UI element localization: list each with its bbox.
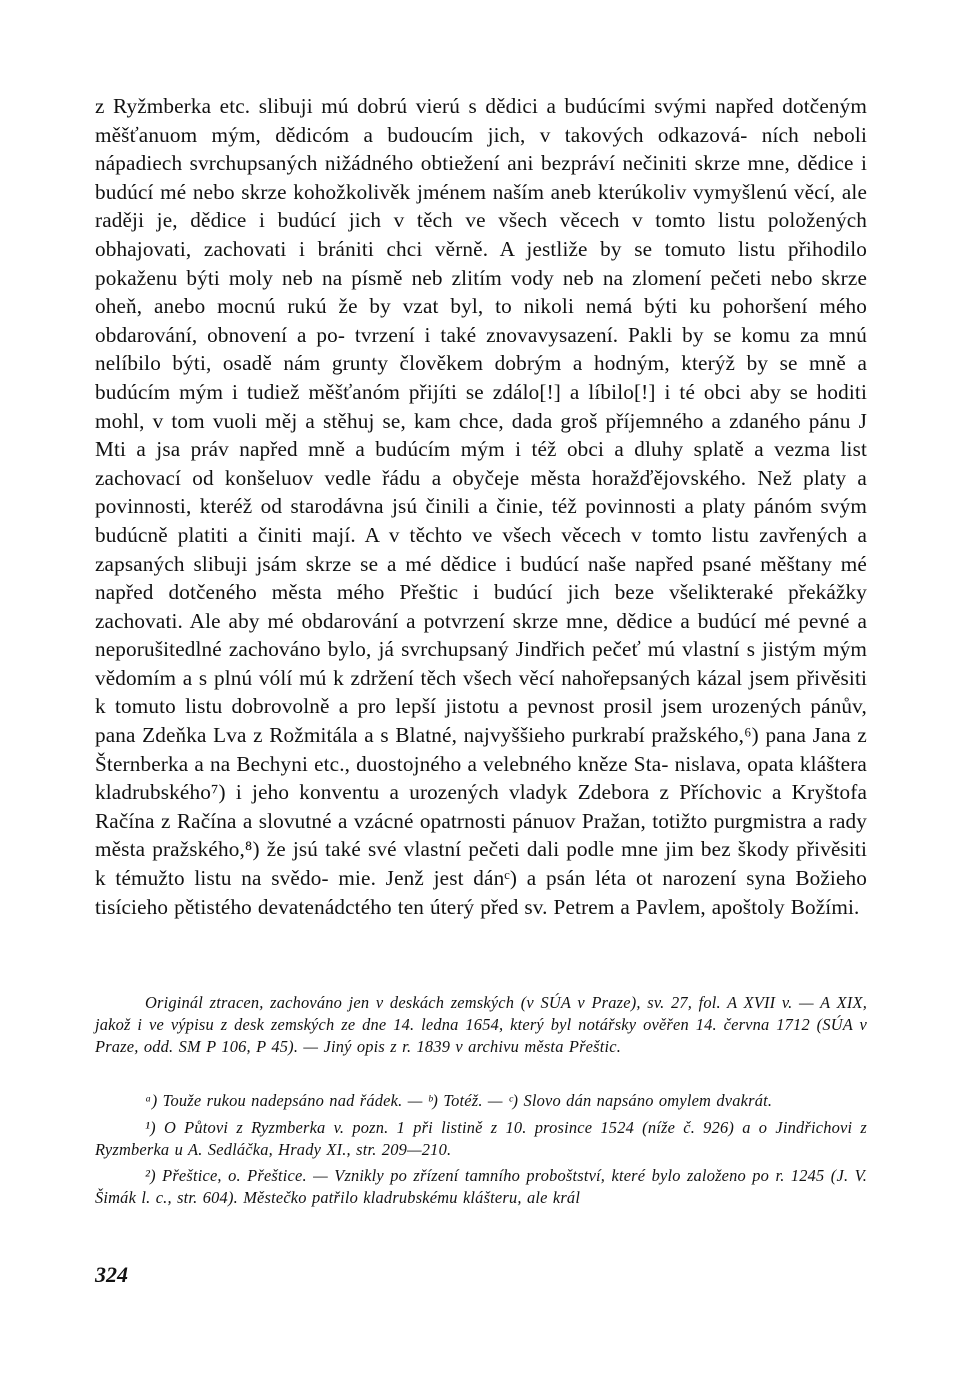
page-number: 324 [95,1262,128,1287]
charter-line: z Ryžmberka etc. slibuji mú dobrú vierú s dědici a budúcími svými napřed [95,94,774,118]
charter-line: Zdebora z Příchovic a Kryštofa Račína z Račína a slovutné a vzácné opatrnosti [95,780,868,833]
charter-paragraph [95,92,867,921]
footnote-2: ²) Přeštice, o. Přeštice. — Vznikly po zřízení tamního proboštství, které bylo založeno po r. 1245 (J. V. Šimák l. c., str. 604). Městečko patřilo kladrubskému klášteru, ale král [95,1166,867,1208]
charter-line: pánuov Pražan, totižto purgmistra a rady města pražského,⁸) že jsú také své [95,808,867,862]
charter-line: napřed psané měštany mé napřed dotčeného města mého Přeštic i budúcí jich [95,551,867,605]
charter-line: a jsa práv napřed mně a budúcím mým i též obci a dluhy splatě a vezma list [136,437,868,462]
charter-line: kterúkoliv vymyšlenú věcí, ale raději je, dědice i budúcí jich v těch ve všech [95,179,867,233]
charter-line: A jestliže by se tomuto listu přihodilo pokaženu býti moly neb na písmě neb [95,236,868,290]
charter-line: pánóm svým budúcně platiti a činiti mají. A v těchto ve všech věcech v tomto [95,494,867,547]
charter-line: vuoli měj a stěhuj se, kam chce, dada groš příjemného a zdaného pánu J Mti [95,408,867,462]
charter-line: nám grunty člověkem dobrým a hodným, kterýž by se mně a budúcím mým [95,351,867,404]
footnotes [95,1090,867,1209]
charter-text [95,92,867,921]
charter-line: svrchupsaný Jindřich pečeť mú vlastní s jistým mým vědomím a s plnú vólí [95,637,868,690]
charter-line: ních neboli nápadiech svrchupsaných nižádného obtiežení ani bezpráví nečiniti [95,122,867,176]
charter-line: zachovací od konšeluov vedle řádu a obyčeje města horažďějovského. Než platy [95,465,847,490]
charter-line: listu zavřených a zapsaných slibuji jsám skrze se a mé dědice i budúcí naše [95,522,868,576]
charter-line: zlitím vody neb na zlomení pečeti nebo skrze oheň, anebo mocnú rukú že by [95,265,867,319]
charter-line: pana Zdeňka Lva z Rožmitála a s Blatné, najvyššieho purkrabí pražského,⁶) [95,723,759,748]
source-note-text: Originál ztracen, zachováno jen v deskách zemských (v SÚA v Praze), sv. 27, fol. A XVII v. — A XIX, jakož i ve výpisu z desk zemských ze dne 14. ledna 1654, který byl notářsky ověřen 14. června 1712 (SÚA v Praze, odd. SM P 106, P 45). — Jiný opis z r. 1839 v archivu města Přeštic. [95,993,867,1056]
charter-line: a povinnosti, kteréž od starodávna jsú činili a činie, též povinnosti a platy [95,465,867,519]
footnote-letters: ᵃ) Touže rukou nadepsáno nad řádek. — ᵇ) Totéž. — ᶜ) Slovo dán napsáno omylem dvakrát. [145,1091,773,1110]
source-note [95,992,867,1057]
charter-line: i tudiež měšťanóm přijíti se zdálo[!] a líbilo[!] i té obci aby se hoditi mohl, v tom [95,379,868,433]
charter-line: tvrzení i také znovavysazení. Pakli by se komu za mnú nelíbilo býti, osadě [95,322,867,376]
charter-line: věcech v tomto listu položených obhajovati, zachovati i brániti chci věrně. [95,208,867,261]
charter-line: devatenádctého ten úterý před sv. Petrem a Pavlem, apoštoly Božími. [257,894,860,919]
charter-line: dotčeným měšťanuom mým, dědicóm a budoucím jich, v takových odkazová- [95,94,868,147]
charter-line: mú k zdržení těch všech věcí nahořepsaných kázal jsem přivěsiti k tomuto [95,665,868,719]
charter-line: mie. Jenž jest dánᶜ) a psán léta ot narození syna Božieho tisícieho pětistého [95,866,867,919]
charter-line: pana Jana z Šternberka a na Bechyni etc., duostojného a velebného kněze Sta- [95,723,867,776]
charter-line: beze všelikterаké překážky zachovati. Ale aby mé obdarování a potvrzení [95,580,868,633]
charter-line: skrze mne, dědice a budúcí mé pevné a neporušitedlné zachováno bylo, já [95,608,867,662]
charter-line: nislava, opata kláštera kladrubského⁷) i jeho konventu a urozených vladyk [95,751,867,805]
charter-line: skrze mne, dědice i budúcí mé nebo skrze kohožkolivěk jménem naším aneb [95,151,867,204]
charter-line: vlastní pečeti dali podle mne jim bez škody přivěsiti k témužto listu na svědo- [95,837,868,891]
charter-line: listu dobrovolně a pro lepší jistotu a pevnost prosil jsem urozených pánův, [185,694,867,719]
footnote-1: ¹) O Půtovi z Ryzmberka v. pozn. 1 při listině z 10. prosince 1524 (níže č. 926) a o Jindřichovi z Ryzmberka u A. Sedláčka, Hrady XI., str. 209—210. [95,1117,867,1159]
charter-line: vzat byl, to nikoli nemá býti ku pohoršení mého obdarování, obnovení a po- [95,294,867,347]
